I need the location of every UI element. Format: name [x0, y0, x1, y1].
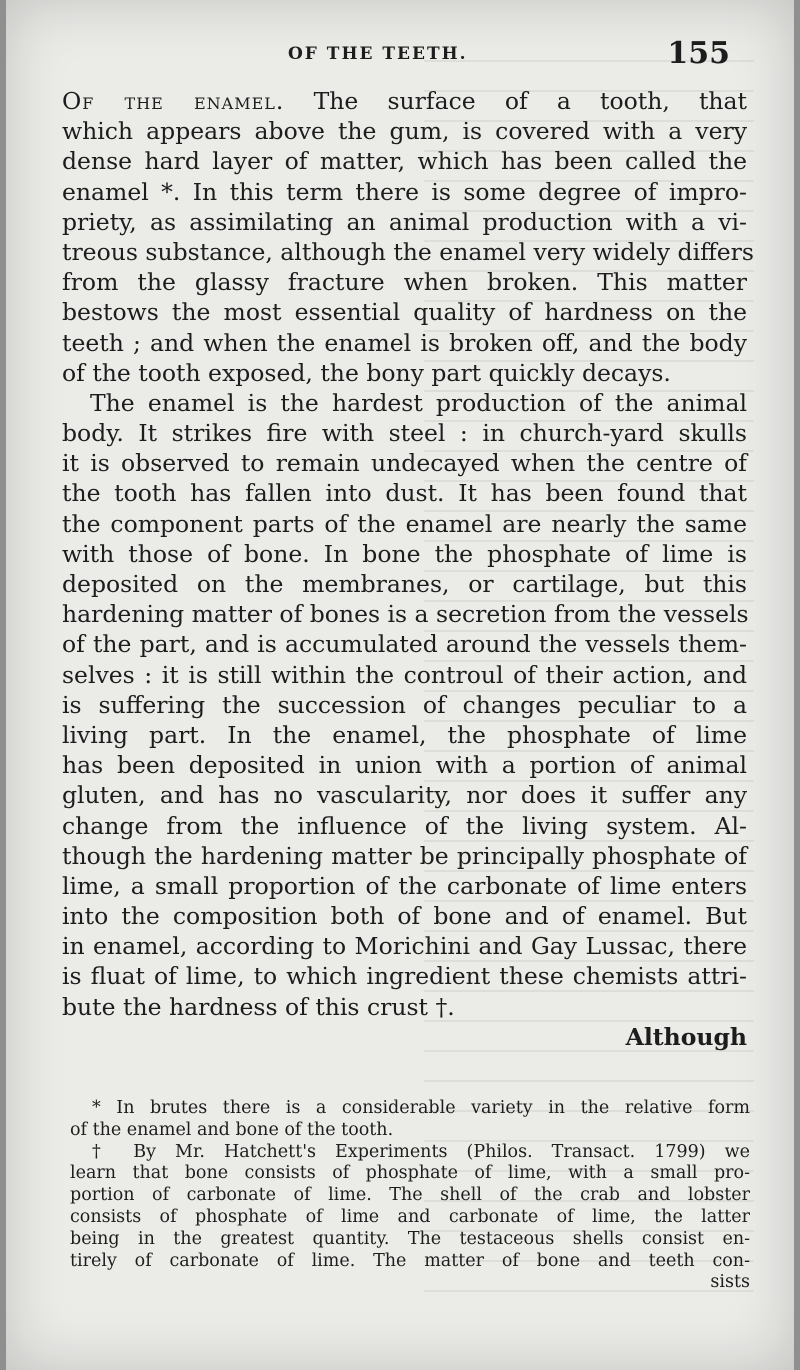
footnote-line: † By Mr. Hatchett's Experiments (Philos. Transact. 1799) we — [92, 1141, 750, 1162]
text-line: bute the hardness of this crust †. — [62, 992, 455, 1021]
footnote-line: * In brutes there is a considerable variety in the relative form — [92, 1098, 750, 1118]
text-line: with those of bone. In bone the phosphate of lime is — [62, 539, 747, 568]
running-head: OF THE TEETH. — [288, 44, 468, 64]
text-line — [62, 86, 747, 116]
footnote-line: of the enamel and bone of the tooth. — [70, 1119, 394, 1140]
footnote-catchword: sists — [710, 1272, 750, 1293]
text-line: from the glassy fracture when broken. This matter — [62, 268, 747, 297]
text-line: of the tooth exposed, the bony part quickly decays. — [62, 358, 671, 387]
text-line: selves : it is still within the controul of their action, and — [62, 660, 747, 689]
section-heading: Of the enamel. — [62, 87, 285, 115]
footnote-line: consists of phosphate of lime and carbonate of lime, the latter — [70, 1206, 750, 1227]
text-line: teeth ; and when the enamel is broken off, and the body — [62, 328, 747, 357]
text-line: dense hard layer of matter, which has been called the — [62, 147, 747, 176]
text-line: into the composition both of bone and of enamel. But — [62, 902, 747, 931]
text-line: The enamel is the hardest production of the animal — [90, 388, 747, 417]
main-text — [62, 86, 754, 1052]
text-line: deposited on the membranes, or cartilage, but this — [62, 570, 747, 598]
footnote-line: portion of carbonate of lime. The shell of the crab and lobster — [70, 1185, 750, 1206]
text-line: enamel *. In this term there is some degree of impro- — [62, 177, 747, 206]
text-line: living part. In the enamel, the phosphate of lime — [62, 720, 747, 749]
text-line: body. It strikes fire with steel : in church-yard skulls — [62, 419, 747, 448]
page-header — [6, 36, 794, 76]
text-line: lime, a small proportion of the carbonate of lime enters — [62, 871, 747, 900]
text-line: though the hardening matter be principally phosphate of — [62, 841, 747, 870]
text-line: in enamel, according to Morichini and Gay Lussac, there — [62, 932, 747, 961]
text-line: is suffering the succession of changes peculiar to a — [62, 690, 747, 719]
page-number: 155 — [667, 36, 730, 71]
book-page — [6, 0, 794, 1370]
text-line: gluten, and has no vascularity, nor does it suffer any — [62, 781, 747, 810]
footnote-line: being in the greatest quantity. The testaceous shells consist en- — [70, 1228, 750, 1249]
text-line: the tooth has fallen into dust. It has been found that — [62, 479, 747, 508]
text-line: priety, as assimilating an animal production with a vi- — [62, 207, 747, 236]
footnotes — [70, 1098, 750, 1294]
text-line: the component parts of the enamel are nearly the same — [62, 509, 747, 538]
text-line: is fluat of lime, to which ingredient these chemists attri- — [62, 962, 747, 991]
text-line: which appears above the gum, is covered with a very — [62, 117, 747, 146]
text-line: change from the influence of the living system. Al- — [62, 811, 747, 840]
text-line: it is observed to remain undecayed when the centre of — [62, 449, 747, 478]
text-line: has been deposited in union with a portion of animal — [62, 751, 747, 780]
footnote-line: tirely of carbonate of lime. The matter of bone and teeth con- — [70, 1250, 750, 1271]
text-line: of the part, and is accumulated around the vessels them- — [62, 630, 747, 659]
catchword: Although — [625, 1022, 747, 1051]
text-line: treous substance, although the enamel very widely differs — [62, 237, 754, 266]
text-line: bestows the most essential quality of hardness on the — [62, 298, 747, 327]
text-line-content: The surface of a tooth, that — [284, 87, 747, 115]
footnote-line: learn that bone consists of phosphate of lime, with a small pro- — [70, 1163, 750, 1184]
text-line: hardening matter of bones is a secretion from the vessels — [62, 600, 749, 629]
